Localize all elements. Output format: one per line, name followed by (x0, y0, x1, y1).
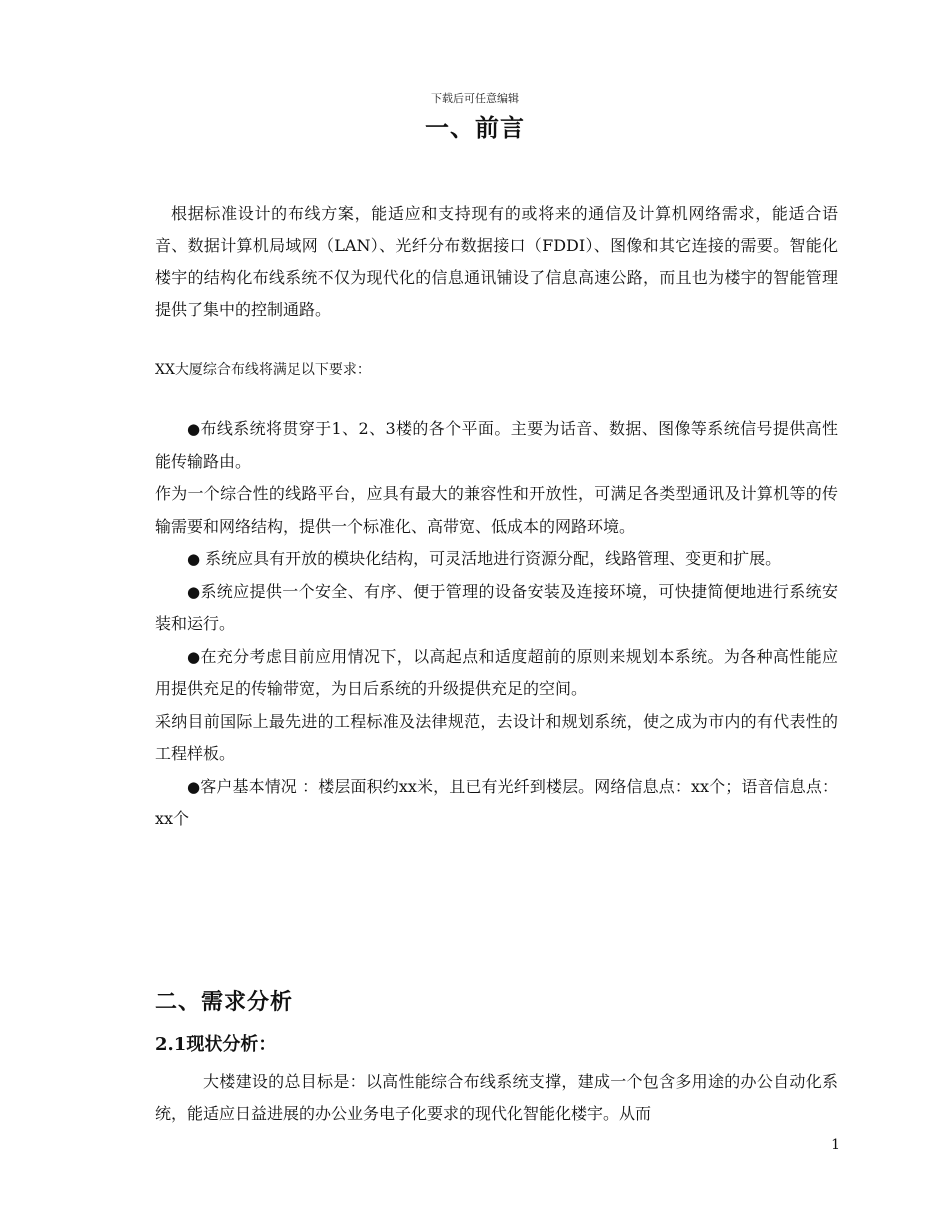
requirement-item: ●系统应提供一个安全、有序、便于管理的设备安装及连接环境，可快捷简便地进行系统安装和运行。 (155, 581, 838, 633)
status-analysis-paragraph: 大楼建设的总目标是：以高性能综合布线系统支撑，建成一个包含多用途的办公自动化系统，能适应日益进展的办公业务电子化要求的现代化智能化楼宇。从而 (155, 1072, 838, 1123)
requirements-list (155, 413, 838, 836)
requirements-intro: XX大厦综合布线将满足以下要求： (155, 362, 371, 378)
bullet-icon: ● (187, 647, 201, 666)
requirement-item: 采纳目前国际上最先进的工程标准及法律规范，去设计和规划系统，使之成为市内的有代表性的工程样板。 (155, 711, 838, 763)
requirement-item: ●布线系统将贯穿于1、2、3楼的各个平面。主要为话音、数据、图像等系统信号提供高性能传输路由。 (155, 419, 838, 471)
bullet-icon: ● (187, 550, 201, 568)
preface-paragraph: 根据标准设计的布线方案，能适应和支持现有的或将来的通信及计算机网络需求，能适合语音、数据计算机局域网（LAN）、光纤分布数据接口（FDDI）、图像和其它连接的需要。智能化楼宇的结构化布线系统不仅为现代化的信息通讯铺设了信息高速公路，而且也为楼宇的智能管理提供了集中的控制通路。 (155, 204, 838, 319)
requirement-item: 作为一个综合性的线路平台，应具有最大的兼容性和开放性，可满足各类型通讯及计算机等的传输需要和网络结构，提供一个标准化、高带宽、低成本的网路环境。 (155, 484, 838, 536)
requirement-item: ● 系统应具有开放的模块化结构，可灵活地进行资源分配，线路管理、变更和扩展。 (187, 549, 782, 568)
bullet-icon: ● (187, 777, 201, 796)
page-number: 1 (831, 1137, 840, 1153)
section-title-preface: 一、前言 (425, 113, 525, 142)
section-title-requirements-analysis: 二、需求分析 (155, 989, 294, 1015)
header-note: 下载后可任意编辑 (431, 92, 519, 105)
bullet-icon: ● (187, 582, 201, 601)
requirement-item: ●客户基本情况 ：楼层面积约xx米，且已有光纤到楼层。网络信息点：xx个；语音信息点：xx个 (155, 776, 839, 828)
bullet-icon: ● (187, 420, 201, 438)
subsection-title-status-analysis: 2.1现状分析： (155, 1034, 277, 1055)
requirement-item: ●在充分考虑目前应用情况下，以高起点和适度超前的原则来规划本系统。为各种高性能应用提供充足的传输带宽，为日后系统的升级提供充足的空间。 (155, 646, 838, 698)
